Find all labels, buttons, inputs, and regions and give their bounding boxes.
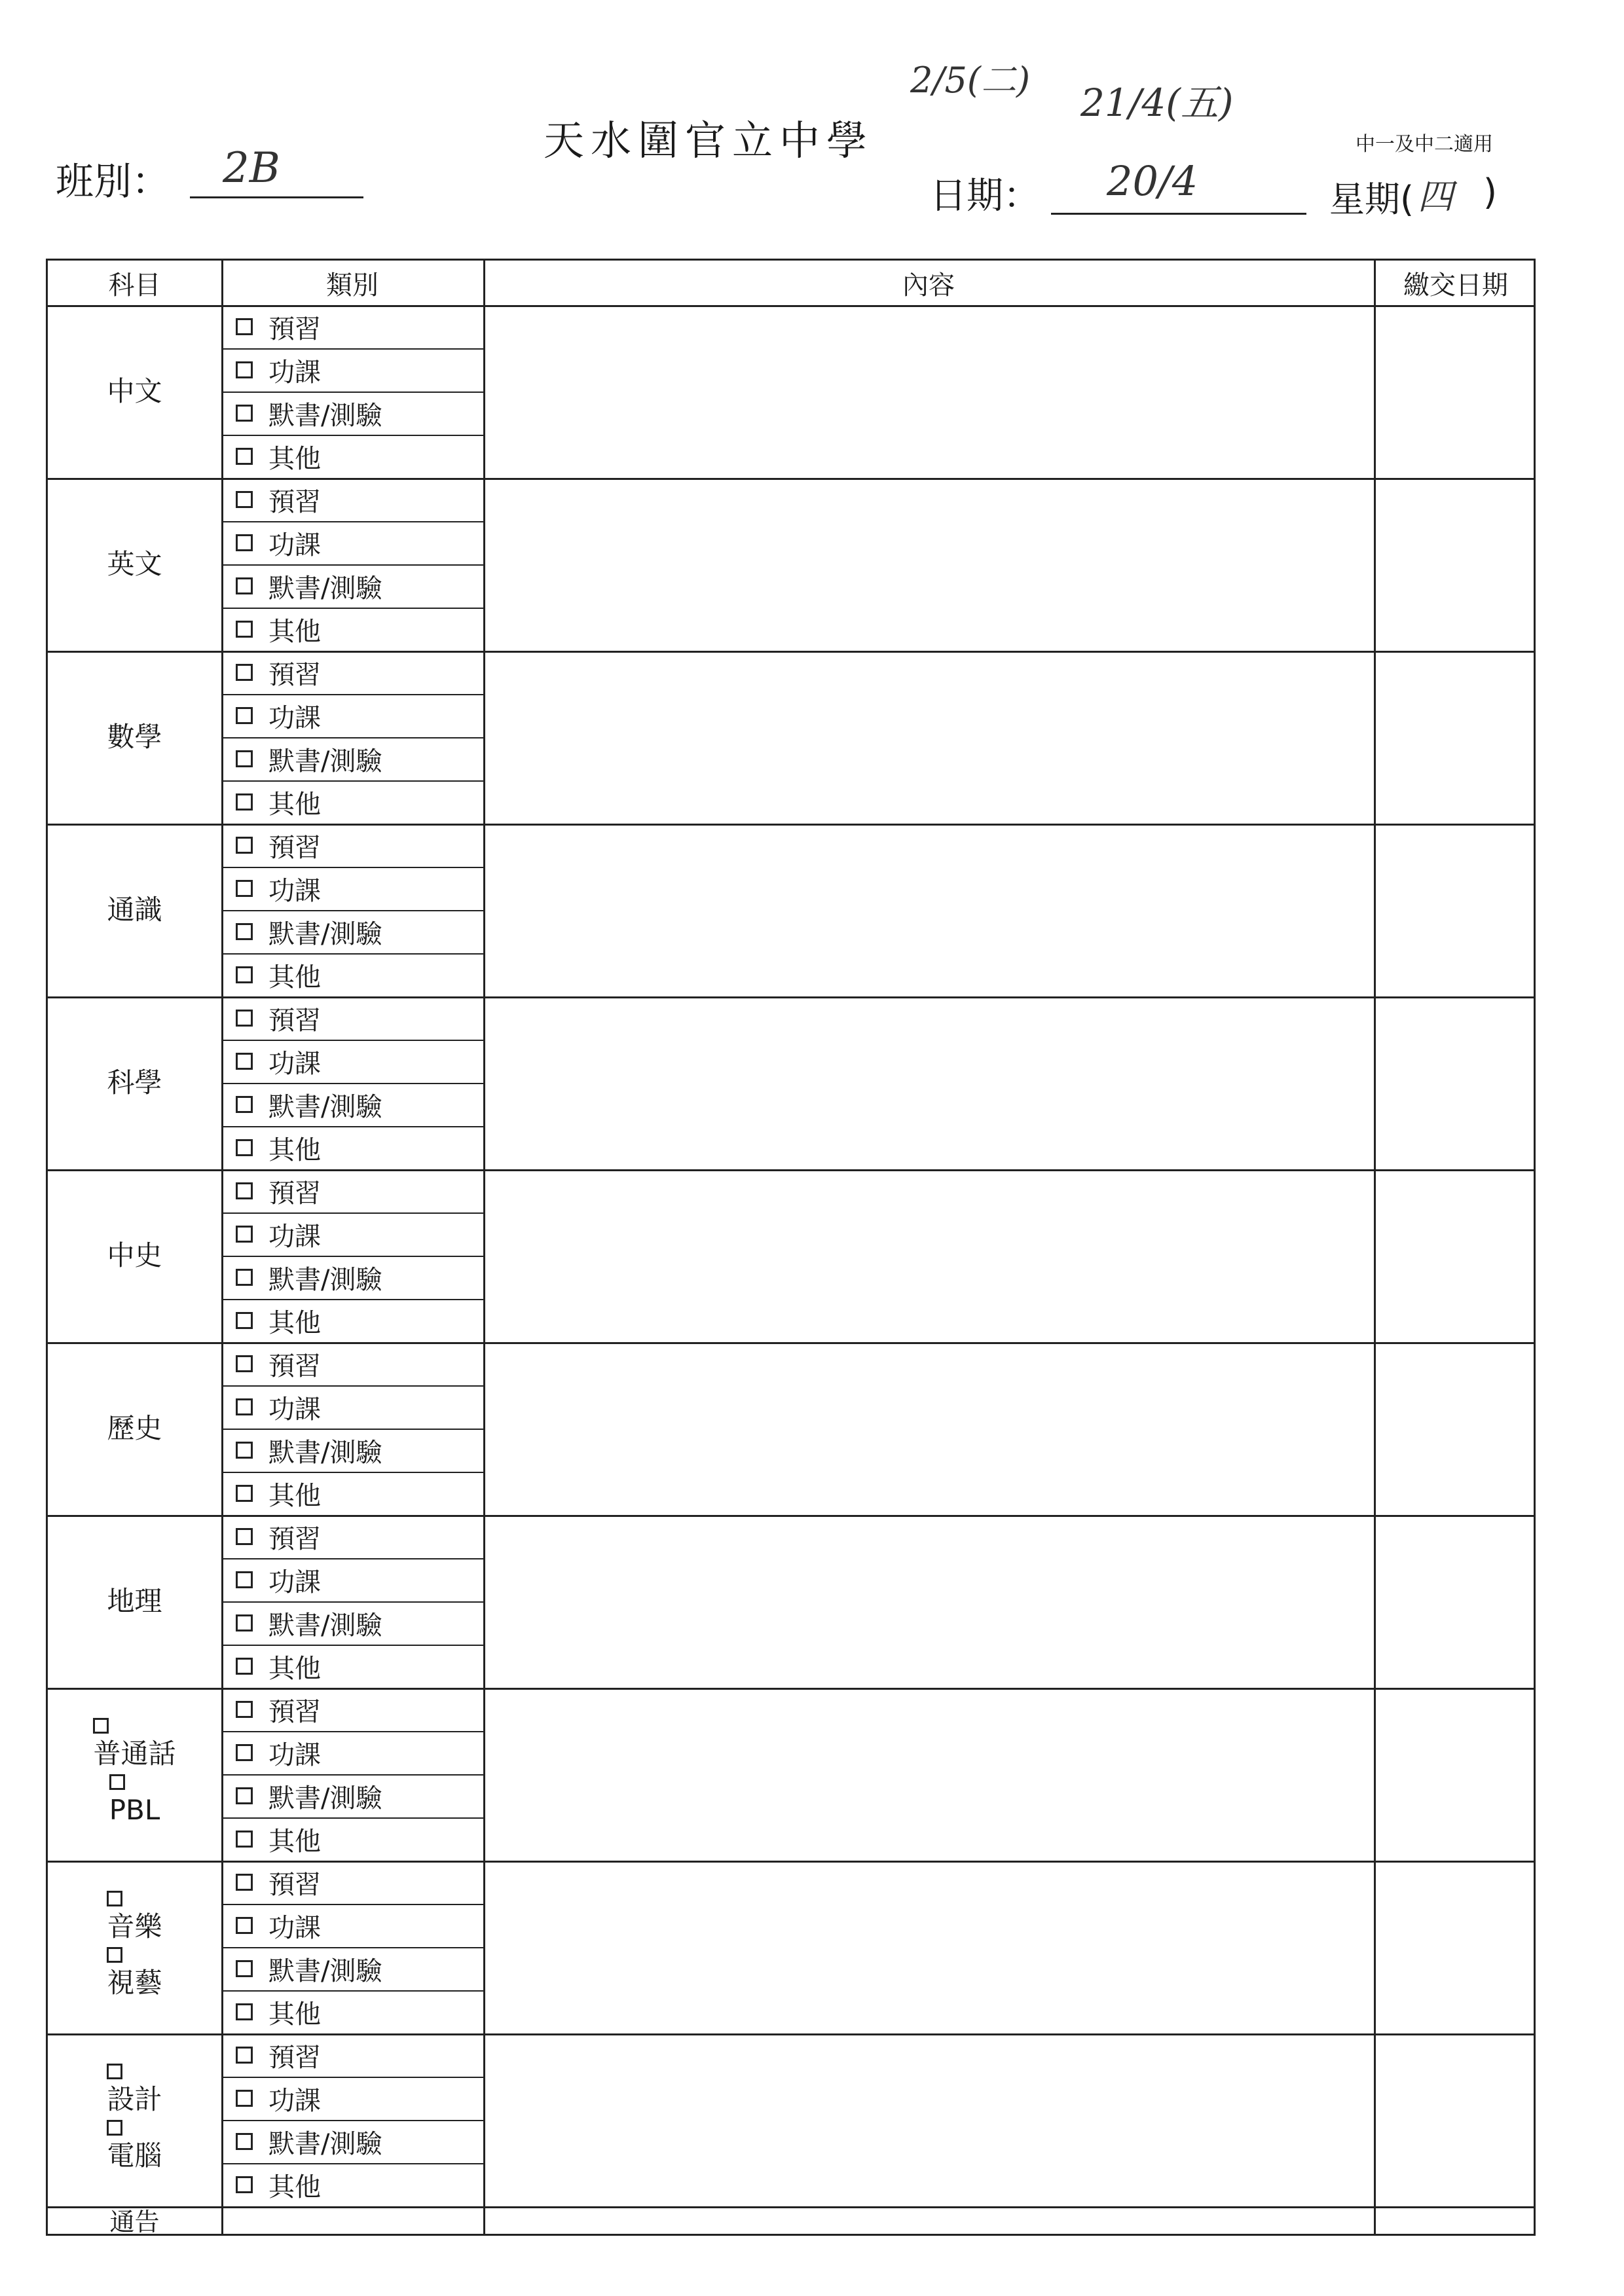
category-checkbox[interactable] <box>236 2090 253 2107</box>
subject-name <box>107 544 162 585</box>
category-checkbox[interactable] <box>236 793 253 811</box>
category-row <box>228 436 490 477</box>
category-checkbox[interactable] <box>236 2047 253 2064</box>
category-checkbox[interactable] <box>236 318 253 335</box>
category-row <box>228 1819 490 1859</box>
subject-name-text: 通識 <box>107 894 162 926</box>
category-label: 預習 <box>268 314 321 344</box>
subject-name-text: 視藝 <box>107 1967 162 1999</box>
category-row <box>228 479 490 520</box>
category-divider <box>221 392 483 393</box>
subject-checkbox[interactable] <box>93 1718 109 1734</box>
category-row <box>228 1343 490 1384</box>
category-row <box>228 738 490 779</box>
category-label: 功課 <box>268 1048 321 1079</box>
column-header-subject: 科目 <box>108 270 161 301</box>
category-label: 預習 <box>268 1351 321 1381</box>
subject-name-text: 數學 <box>107 721 162 753</box>
category-checkbox[interactable] <box>236 1355 253 1372</box>
school-name: 天水圍官立中學 <box>544 117 874 164</box>
subject-label <box>48 1688 221 1861</box>
category-label: 功課 <box>268 1221 321 1252</box>
date-value[interactable]: 20/4 <box>1107 157 1198 205</box>
subject-name-text: 中史 <box>107 1239 162 1271</box>
category-row <box>228 1992 490 2032</box>
subject-name-text: 科學 <box>107 1066 162 1099</box>
category-label: 默書/測驗 <box>268 573 382 604</box>
grade-note: 中一及中二適用 <box>1356 133 1493 156</box>
category-divider <box>221 867 483 868</box>
category-row <box>228 1516 490 1557</box>
subject-name-text: 英文 <box>107 548 162 580</box>
category-row <box>228 306 490 347</box>
category-row <box>228 1559 490 1600</box>
subject-checkbox[interactable] <box>107 1947 122 1963</box>
category-checkbox[interactable] <box>236 1614 253 1631</box>
category-checkbox[interactable] <box>236 1312 253 1329</box>
category-divider <box>221 1731 483 1732</box>
category-divider <box>221 953 483 955</box>
column-header-content: 內容 <box>902 270 955 301</box>
category-divider <box>221 1385 483 1387</box>
subject-checkbox[interactable] <box>109 1774 125 1790</box>
category-divider <box>221 910 483 911</box>
category-label: 功課 <box>268 357 321 388</box>
category-label: 其他 <box>268 1480 321 1511</box>
category-divider <box>221 2163 483 2164</box>
category-row <box>228 393 490 433</box>
subject-name <box>107 1891 162 1947</box>
category-label: 功課 <box>268 1912 321 1943</box>
category-label: 功課 <box>268 1394 321 1425</box>
category-checkbox[interactable] <box>236 2133 253 2150</box>
category-divider <box>221 1817 483 1819</box>
category-row <box>228 522 490 563</box>
category-row <box>228 609 490 649</box>
category-checkbox[interactable] <box>236 1874 253 1891</box>
category-row <box>228 1776 490 1816</box>
category-label: 默書/測驗 <box>268 1437 382 1468</box>
category-label: 默書/測驗 <box>268 1783 382 1813</box>
subject-name <box>107 1581 162 1622</box>
category-divider <box>221 780 483 782</box>
subject-name-text: 地理 <box>107 1585 162 1617</box>
category-divider <box>221 1645 483 1646</box>
category-divider <box>221 521 483 522</box>
subject-name <box>107 371 162 412</box>
subject-name <box>107 2064 162 2120</box>
category-divider <box>221 2120 483 2121</box>
category-label: 功課 <box>268 702 321 733</box>
category-divider <box>221 1990 483 1992</box>
column-divider <box>1374 261 1376 2234</box>
subject-label <box>48 824 221 996</box>
category-checkbox[interactable] <box>236 534 253 551</box>
category-row <box>228 998 490 1038</box>
subject-label <box>48 651 221 824</box>
category-divider <box>221 1126 483 1127</box>
subject-checkbox[interactable] <box>107 2064 122 2079</box>
category-label: 其他 <box>268 1653 321 1684</box>
subject-name-text: 歷史 <box>107 1412 162 1444</box>
class-label: 班別： <box>56 159 170 204</box>
subject-name-text: 普通話 <box>93 1738 176 1770</box>
subject-name <box>107 1235 162 1276</box>
column-divider <box>483 261 485 2234</box>
category-checkbox[interactable] <box>236 1139 253 1156</box>
category-divider <box>221 608 483 609</box>
category-label: 功課 <box>268 1740 321 1770</box>
category-checkbox[interactable] <box>236 923 253 940</box>
subject-name <box>107 717 162 757</box>
category-label: 其他 <box>268 1307 321 1338</box>
subject-name-text: 電腦 <box>107 2140 162 2172</box>
subject-name <box>107 1063 162 1103</box>
category-row <box>228 1084 490 1125</box>
category-checkbox[interactable] <box>236 1658 253 1675</box>
category-checkbox[interactable] <box>236 664 253 681</box>
weekday-close-paren: ) <box>1483 172 1498 213</box>
category-checkbox[interactable] <box>236 1182 253 1199</box>
category-checkbox[interactable] <box>236 448 253 465</box>
category-row <box>228 1127 490 1168</box>
category-row <box>228 695 490 736</box>
category-checkbox[interactable] <box>236 1096 253 1113</box>
category-divider <box>221 1774 483 1776</box>
category-row <box>228 1948 490 1989</box>
handwritten-note: 2/5(二) <box>910 60 1031 101</box>
category-label: 預習 <box>268 1178 321 1209</box>
category-label: 其他 <box>268 1135 321 1165</box>
date-underline <box>1051 213 1306 215</box>
category-label: 預習 <box>268 1523 321 1554</box>
subject-name-text: 設計 <box>107 2083 162 2115</box>
column-divider <box>221 261 223 2234</box>
category-checkbox[interactable] <box>236 837 253 854</box>
subject-name <box>107 890 162 930</box>
category-label: 其他 <box>268 443 321 474</box>
weekday-value[interactable]: 四 <box>1418 176 1453 217</box>
category-label: 預習 <box>268 659 321 690</box>
subject-checkbox[interactable] <box>107 2120 122 2136</box>
category-checkbox[interactable] <box>236 1485 253 1502</box>
subject-label <box>48 1169 221 1342</box>
category-divider <box>221 694 483 695</box>
category-checkbox[interactable] <box>236 405 253 422</box>
subject-label <box>48 478 221 651</box>
category-checkbox[interactable] <box>236 577 253 594</box>
category-divider <box>221 1256 483 1257</box>
category-checkbox[interactable] <box>236 491 253 508</box>
category-label: 預習 <box>268 832 321 863</box>
category-row <box>228 1473 490 1514</box>
category-divider <box>221 2077 483 2078</box>
category-row <box>228 350 490 390</box>
subject-divider <box>48 2206 1534 2208</box>
category-checkbox[interactable] <box>236 621 253 638</box>
category-checkbox[interactable] <box>236 1010 253 1027</box>
category-label: 功課 <box>268 1567 321 1597</box>
class-underline <box>190 196 363 198</box>
category-checkbox[interactable] <box>236 1442 253 1459</box>
category-checkbox[interactable] <box>236 1226 253 1243</box>
category-divider <box>221 564 483 566</box>
column-header-due-date: 繳交日期 <box>1403 270 1508 301</box>
subject-label <box>48 1861 221 2033</box>
category-divider <box>221 1904 483 1905</box>
subject-label <box>48 996 221 1169</box>
category-row <box>228 1430 490 1470</box>
category-checkbox[interactable] <box>236 966 253 983</box>
category-divider <box>221 1040 483 1041</box>
category-divider <box>221 1429 483 1430</box>
category-row <box>228 652 490 693</box>
category-label: 預習 <box>268 1005 321 1036</box>
category-label: 默書/測驗 <box>268 1610 382 1641</box>
category-label: 默書/測驗 <box>268 919 382 949</box>
category-divider <box>221 1472 483 1473</box>
category-label: 其他 <box>268 616 321 647</box>
category-row <box>228 1905 490 1946</box>
category-checkbox[interactable] <box>236 1701 253 1718</box>
category-divider <box>221 737 483 738</box>
category-divider <box>221 1083 483 1084</box>
category-divider <box>221 1558 483 1559</box>
category-row <box>228 1041 490 1082</box>
category-row <box>228 868 490 909</box>
category-row <box>228 1862 490 1903</box>
category-row <box>228 2078 490 2119</box>
subject-label <box>48 305 221 478</box>
subject-checkbox[interactable] <box>107 1891 122 1906</box>
category-label: 其他 <box>268 962 321 993</box>
category-row <box>228 2035 490 2075</box>
category-divider <box>221 1212 483 1214</box>
category-label: 預習 <box>268 2042 321 2073</box>
category-label: 預習 <box>268 486 321 517</box>
category-row <box>228 1387 490 1427</box>
category-row <box>228 911 490 952</box>
category-row <box>228 1300 490 1341</box>
subject-name <box>107 2120 162 2176</box>
category-checkbox[interactable] <box>236 1831 253 1848</box>
homework-table <box>46 259 1536 2236</box>
category-row <box>228 1214 490 1254</box>
category-checkbox[interactable] <box>236 750 253 767</box>
category-label: 其他 <box>268 1826 321 1857</box>
subject-name-text: 中文 <box>107 375 162 407</box>
category-row <box>228 566 490 606</box>
category-row <box>228 1646 490 1686</box>
category-checkbox[interactable] <box>236 1960 253 1977</box>
category-label: 默書/測驗 <box>268 746 382 776</box>
subject-label <box>48 1342 221 1515</box>
category-label: 其他 <box>268 2172 321 2202</box>
category-divider <box>221 1947 483 1948</box>
category-label: 默書/測驗 <box>268 1091 382 1122</box>
column-header-category: 類別 <box>326 270 378 301</box>
category-checkbox[interactable] <box>236 1269 253 1286</box>
category-label: 默書/測驗 <box>268 1956 382 1986</box>
category-label: 預習 <box>268 1869 321 1900</box>
category-checkbox[interactable] <box>236 707 253 724</box>
category-checkbox[interactable] <box>236 1787 253 1804</box>
subject-name-text: 音樂 <box>107 1910 162 1942</box>
subject-label <box>48 1515 221 1688</box>
category-row <box>228 782 490 822</box>
category-label: 其他 <box>268 789 321 820</box>
weekday-label: 星期( <box>1329 179 1414 220</box>
category-label: 預習 <box>268 1696 321 1727</box>
category-divider <box>221 1299 483 1300</box>
category-divider <box>221 1601 483 1603</box>
category-row <box>228 1171 490 1211</box>
category-checkbox[interactable] <box>236 880 253 897</box>
category-checkbox[interactable] <box>236 361 253 378</box>
category-row <box>228 825 490 866</box>
category-label: 默書/測驗 <box>268 2128 382 2159</box>
subject-name <box>107 1947 162 2003</box>
class-value[interactable]: 2B <box>223 144 280 192</box>
category-label: 功課 <box>268 530 321 560</box>
category-checkbox[interactable] <box>236 1053 253 1070</box>
notice-label: 通告 <box>109 2207 160 2236</box>
subject-name <box>109 1774 160 1831</box>
category-label: 功課 <box>268 875 321 906</box>
category-checkbox[interactable] <box>236 1744 253 1761</box>
category-row <box>228 1732 490 1773</box>
category-checkbox[interactable] <box>236 1917 253 1934</box>
category-label: 默書/測驗 <box>268 400 382 431</box>
category-label: 默書/測驗 <box>268 1264 382 1295</box>
category-divider <box>221 348 483 350</box>
header-divider <box>48 305 1534 307</box>
category-checkbox[interactable] <box>236 1528 253 1545</box>
category-row <box>228 1689 490 1730</box>
category-label: 其他 <box>268 1999 321 2030</box>
category-row <box>228 1257 490 1298</box>
category-row <box>228 2164 490 2205</box>
date-label: 日期： <box>930 175 1040 217</box>
subject-name <box>93 1718 175 1774</box>
category-row <box>228 1603 490 1643</box>
category-checkbox[interactable] <box>236 2003 253 2020</box>
category-label: 功課 <box>268 2085 321 2116</box>
subject-label <box>48 2033 221 2206</box>
category-checkbox[interactable] <box>236 2176 253 2193</box>
category-row <box>228 955 490 995</box>
category-divider <box>221 435 483 436</box>
handwritten-note: 21/4(五) <box>1080 81 1234 125</box>
category-row <box>228 2121 490 2162</box>
subject-name <box>107 1408 162 1449</box>
subject-name-text: PBL <box>109 1794 160 1826</box>
category-checkbox[interactable] <box>236 1571 253 1588</box>
category-checkbox[interactable] <box>236 1398 253 1415</box>
